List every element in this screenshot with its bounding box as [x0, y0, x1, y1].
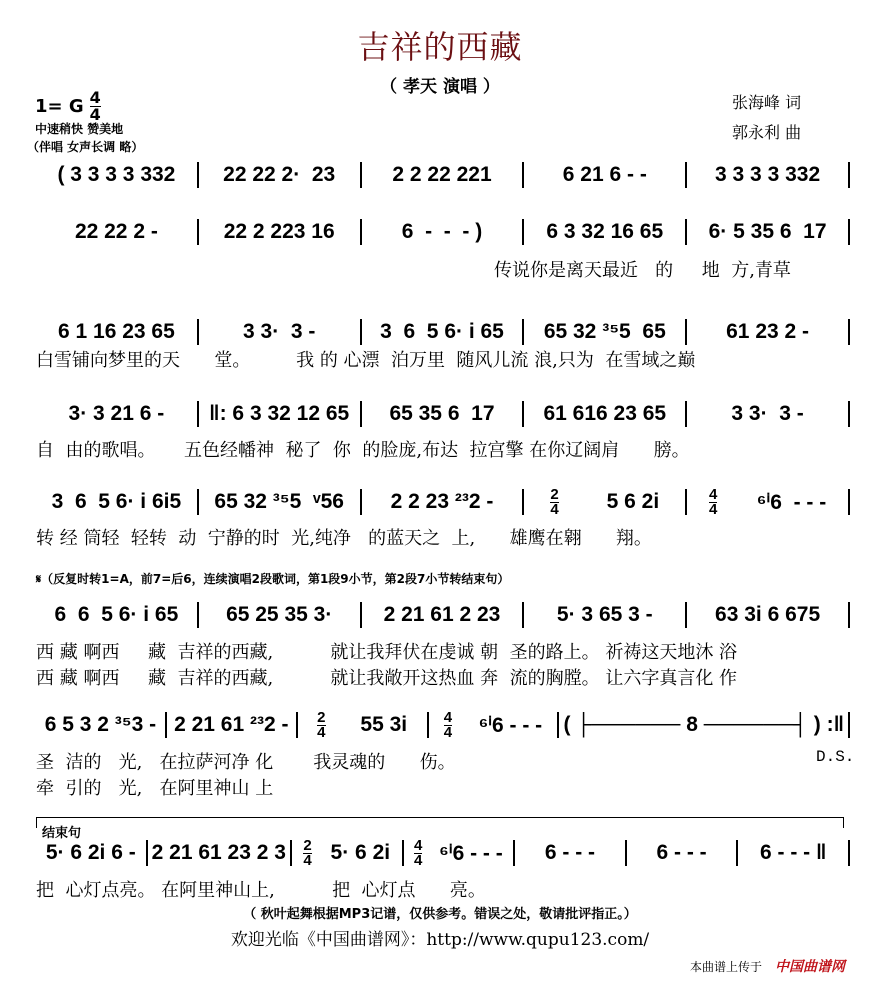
song-title: 吉祥的西藏: [357, 28, 523, 66]
notes: 6 - - - ): [401, 220, 483, 243]
barline: [848, 602, 850, 628]
dal-segno: D.S.: [816, 748, 855, 766]
notes: ( ├────── 8 ──────┤ ) :‖: [563, 713, 845, 736]
welcome-link[interactable]: 欢迎光临《中国曲谱网》：http://www.qupu123.com/: [230, 930, 650, 950]
measure: [199, 220, 360, 244]
measure: [524, 163, 685, 187]
measure: [36, 841, 146, 865]
notes: 2 21 61 ²³2 -: [174, 713, 289, 736]
time-signature-change: [303, 836, 312, 869]
notes: 61 23 2 -: [726, 320, 810, 343]
measure: [524, 320, 685, 344]
lyrics-line: 圣 洁的 光, 在拉萨河净 化 我灵魂的 伤。: [36, 752, 456, 773]
notes: 2 2 22 221: [392, 163, 492, 186]
notes: 2 21 61 2 23: [383, 603, 501, 626]
time-sig-number: 4: [413, 836, 423, 854]
notes: 5· 3 65 3 -: [556, 603, 653, 626]
measure: [524, 220, 685, 244]
staff-line: [36, 600, 850, 630]
lyrics-line: 西 藏 啊西 藏 吉祥的西藏, 就让我拜伏在虔诚 朝 圣的路上。 祈祷这天地沐 浴: [36, 642, 738, 663]
measure: [362, 490, 523, 514]
measure: [362, 603, 523, 627]
key-signature: [35, 90, 101, 123]
time-sig-number: 4: [550, 500, 559, 518]
notes: ⁶ⁱ6 - - -: [439, 841, 503, 865]
notes: 2 21 61 23 2 3: [151, 841, 286, 864]
barline: [848, 319, 850, 345]
site-logo[interactable]: 中国曲谱网: [775, 959, 845, 975]
accompaniment-note: （伴唱 女声长调 略）: [27, 140, 144, 154]
staff-line: [36, 710, 850, 740]
measure: [362, 402, 523, 426]
notes: 6 6 5 6· i 65: [54, 603, 179, 626]
notes: 65 32 ³⁵5 ᵛ56: [214, 490, 344, 513]
notes: 3 3 3 3 332: [715, 163, 821, 186]
notes: 65 35 6 17: [389, 402, 495, 425]
measure: [687, 402, 848, 426]
staff-line: [36, 487, 850, 517]
lyrics-line: 转 经 筒轻 轻转 动 宁静的时 光,纯净 的蓝天之 上, 雄鹰在翱 翔。: [36, 528, 652, 549]
staff-line: [36, 838, 850, 868]
notes: 6· 5 35 6 17: [708, 220, 827, 243]
notes: 6 - - -: [544, 841, 596, 864]
measure: [36, 402, 197, 426]
lyrics-line: 把 心灯点亮。 在阿里神山上, 把 心灯点 亮。: [36, 880, 486, 901]
key-label: 1= G: [35, 96, 84, 117]
barline: [848, 712, 850, 738]
barline: [848, 401, 850, 427]
measure: [298, 708, 427, 741]
lyrics-line: 西 藏 啊西 藏 吉祥的西藏, 就让我敞开这热血 奔 流的胸膛。 让六字真言化 作: [36, 668, 738, 689]
notes: 65 25 35 3·: [226, 603, 333, 626]
measure: [687, 485, 848, 518]
time-sig-number: 2: [303, 836, 312, 854]
measure: [515, 841, 625, 865]
lyrics-line: 传说你是离天最近 的 地 方,青草: [494, 260, 791, 281]
time-signature-change: [443, 708, 453, 741]
measure: [199, 402, 360, 426]
time-signature-change: [550, 485, 559, 518]
measure: [429, 708, 558, 741]
time-sig-number: 4: [413, 851, 423, 869]
measure: [362, 163, 523, 187]
time-sig-number: 4: [708, 485, 718, 503]
time-sig-number: 4: [317, 723, 326, 741]
notes: 3 3· 3 -: [243, 320, 316, 343]
notes: ⁶ⁱ6 - - -: [478, 713, 543, 737]
notes: 5· 6 2i 6 -: [45, 841, 136, 864]
notes: 2 2 23 ²³2 -: [390, 490, 494, 513]
upload-text: 本曲谱上传于: [690, 960, 763, 974]
staff-line: [36, 217, 850, 247]
measure: [199, 490, 360, 514]
measure: [738, 841, 848, 865]
notes: 22 22 2 -: [74, 220, 158, 243]
barline: [848, 489, 850, 515]
lyrics-line: 自 由的歌唱。 五色经幡神 秘了 你 的脸庞,布达 拉宫擎 在你辽阔肩 膀。: [36, 440, 690, 461]
lyricist: 张海峰 词: [732, 93, 802, 112]
time-sig-number: 4: [443, 708, 453, 726]
notes: 3 3· 3 -: [731, 402, 804, 425]
staff-line: [36, 317, 850, 347]
notes: 63 3i 6 675: [715, 603, 821, 626]
notes: 6 - - - ‖: [760, 841, 827, 864]
measure: [687, 220, 848, 244]
notes: 6 1 16 23 65: [58, 320, 175, 343]
barline: [848, 162, 850, 188]
measure: [148, 841, 290, 865]
measure: [36, 220, 197, 244]
measure: [199, 603, 360, 627]
time-sig-number: 2: [317, 708, 326, 726]
notes: 5 6 2i: [606, 490, 660, 513]
measure: [199, 163, 360, 187]
notes: ⁶ⁱ6 - - -: [756, 490, 827, 514]
time-signature-change: [413, 836, 423, 869]
measure: [36, 713, 165, 737]
notes: 22 2 223 16: [223, 220, 335, 243]
barline: [848, 840, 850, 866]
notes: 22 22 2· 23: [223, 163, 336, 186]
notes: 6 21 6 - -: [562, 163, 647, 186]
barline: [848, 219, 850, 245]
transcriber-note: （ 秋叶起舞根据MP3记谱，仅供参考。错误之处，敬请批评指正。）: [243, 907, 637, 922]
measure: [199, 320, 360, 344]
time-signature-change: [708, 485, 718, 518]
notes: 3 6 5 6· i 6i5: [51, 490, 182, 513]
notes: 65 32 ³⁵5 65: [543, 320, 666, 343]
time-signature-change: [317, 708, 326, 741]
ending-label: 结束句: [42, 826, 82, 841]
measure: [36, 320, 197, 344]
measure: [687, 603, 848, 627]
measure: [36, 163, 197, 187]
tempo-marking: 中速稍快 赞美地: [35, 122, 124, 136]
measure: [687, 320, 848, 344]
staff-line: [36, 160, 850, 190]
measure: [404, 836, 514, 869]
composer: 郭永利 曲: [732, 123, 802, 142]
notes: 61 616 23 65: [543, 402, 667, 425]
measure: [524, 603, 685, 627]
time-sig-number: 2: [550, 485, 559, 503]
notes: ( 3 3 3 3 332: [57, 163, 176, 186]
measure: [167, 713, 296, 737]
measure: [627, 841, 737, 865]
notes: 3· 3 21 6 -: [68, 402, 165, 425]
time-sig-number: 4: [303, 851, 312, 869]
singer-credit: （ 孝天 演唱 ）: [380, 77, 500, 97]
time-top: 4: [89, 88, 101, 107]
repeat-instruction: 𝄋（反复时转1=A，前7=后6，连续演唱2段歌词，第1段9小节，第2段7小节转结束句）: [36, 572, 510, 586]
time-bottom: 4: [89, 105, 101, 124]
measure: [687, 163, 848, 187]
notes: 6 3 32 16 65: [546, 220, 664, 243]
measure: [36, 603, 197, 627]
time-sig-number: 4: [443, 723, 453, 741]
measure: [524, 402, 685, 426]
notes: 55 3i: [360, 713, 408, 736]
measure: [36, 490, 197, 514]
notes: 6 - - -: [656, 841, 707, 864]
lyrics-line: 白雪铺向梦里的天 堂。 我 的 心漂 泊万里 随风儿流 浪,只为 在雪域之巅: [36, 350, 696, 371]
time-sig-number: 4: [708, 500, 718, 518]
notes: ‖: 6 3 32 12 65: [209, 402, 350, 425]
ending-bracket: [36, 817, 844, 828]
measure: [362, 320, 523, 344]
notes: 6 5 3 2 ³⁵3 -: [44, 713, 157, 736]
time-signature: [90, 90, 101, 123]
measure: [292, 836, 402, 869]
lyrics-line: 牵 引的 光, 在阿里神山 上: [36, 778, 274, 799]
measure: [524, 485, 685, 518]
notes: 5· 6 2i: [330, 841, 391, 864]
staff-line: [36, 399, 850, 429]
measure: [559, 713, 848, 737]
notes: 3 6 5 6· i 65: [380, 320, 504, 343]
measure: [362, 220, 523, 244]
